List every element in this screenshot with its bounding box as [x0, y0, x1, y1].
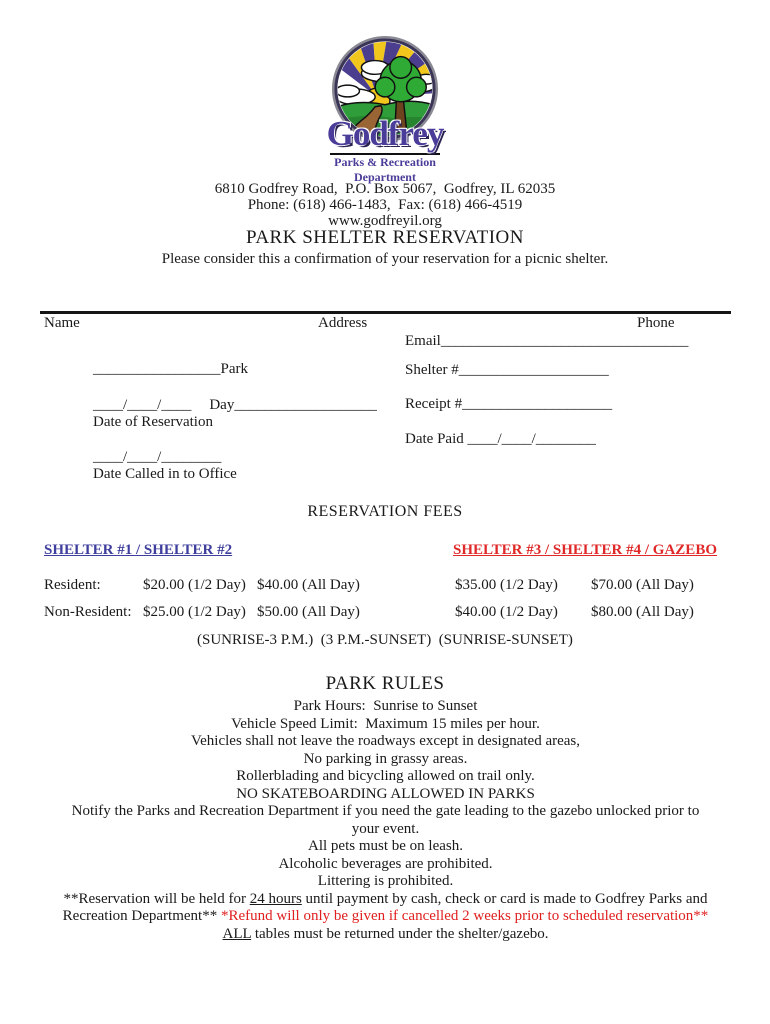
shelter-3-4-gazebo-heading: SHELTER #3 / SHELTER #4 / GAZEBO	[453, 542, 717, 558]
reservation-note-24-hours: 24 hours	[249, 890, 302, 907]
fee-resident-all-day-34: $70.00 (All Day)	[591, 577, 694, 593]
fee-nonresident-half-day-12: $25.00 (1/2 Day)	[143, 604, 246, 620]
rule-no-skateboarding: NO SKATEBOARDING ALLOWED IN PARKS	[236, 785, 535, 802]
rule-roadways: Vehicles shall not leave the roadways except in designated areas,	[190, 733, 581, 749]
shelter-number-field[interactable]	[405, 362, 609, 379]
logo-wordmark: Godfrey	[326, 114, 444, 153]
park-rules-title: PARK RULES	[325, 673, 445, 694]
org-phone-fax: Phone: (618) 466-1483, Fax: (618) 466-4519	[247, 197, 523, 213]
date-paid-blank[interactable]: ____/____/________	[467, 431, 596, 447]
fees-section-title: RESERVATION FEES	[307, 503, 463, 520]
fee-nonresident-half-day-34: $40.00 (1/2 Day)	[455, 604, 558, 620]
shelter-1-2-heading: SHELTER #1 / SHELTER #2	[44, 542, 233, 558]
rule-no-parking-grass: No parking in grassy areas.	[303, 750, 468, 767]
receipt-number-label: Receipt #	[405, 396, 463, 412]
day-label: Day	[209, 397, 235, 413]
reservation-hold-note-line2	[40, 908, 731, 926]
rule-park-hours: Park Hours: Sunrise to Sunset	[293, 698, 478, 714]
rule-gazebo-gate-line1: Notify the Parks and Recreation Department if you need the gate leading to the gazebo unlocked prior to	[71, 803, 700, 819]
reservation-date-day-field[interactable]	[93, 397, 377, 414]
logo-subtitle-parks-recreation: Parks & Recreation	[330, 153, 440, 168]
rule-no-littering: Littering is prohibited.	[317, 873, 454, 889]
shelter-blank-line[interactable]: ____________________	[458, 362, 609, 378]
refund-policy-red-text: *Refund will only be given if cancelled 2 weeks prior to scheduled reservation**	[220, 908, 709, 924]
email-blank-line[interactable]: _________________________________	[440, 333, 689, 349]
date-called-field[interactable]	[93, 449, 221, 466]
reservation-note-post: until payment by cash, check or card is made to Godfrey Parks and	[301, 890, 708, 907]
date-of-reservation-label: Date of Reservation	[93, 414, 213, 430]
date-paid-label: Date Paid	[405, 431, 468, 447]
phone-label: Phone	[637, 315, 675, 331]
shelter-number-label: Shelter #	[405, 362, 459, 378]
name-label: Name	[44, 315, 80, 331]
tables-note-all-underlined: ALL	[222, 925, 252, 942]
reservation-note-department: Recreation Department**	[62, 908, 221, 924]
tables-note-rest: tables must be returned under the shelter/gazebo.	[251, 925, 549, 942]
fee-row-resident-label: Resident:	[44, 577, 101, 593]
fee-row-nonresident-label: Non-Resident:	[44, 604, 132, 620]
rule-speed-limit: Vehicle Speed Limit: Maximum 15 miles per hour.	[231, 715, 540, 732]
email-field[interactable]	[405, 333, 688, 350]
date-called-label: Date Called in to Office	[93, 466, 237, 482]
logo-subtitle-department: Department	[354, 170, 416, 184]
reservation-note-pre: **Reservation will be held for	[63, 890, 250, 907]
rule-gazebo-gate-line2: your event.	[351, 820, 420, 837]
fee-nonresident-all-day-34: $80.00 (All Day)	[591, 604, 694, 620]
date-called-blank[interactable]: ____/____/________	[93, 449, 222, 465]
park-field[interactable]	[93, 361, 248, 378]
org-website: www.godfreyil.org	[328, 213, 442, 229]
document-title: PARK SHELTER RESERVATION	[246, 227, 524, 248]
rule-pets-leash: All pets must be on leash.	[308, 838, 463, 854]
rule-rollerblading: Rollerblading and bicycling allowed on trail only.	[236, 768, 535, 784]
email-label: Email	[405, 333, 441, 349]
park-rules-list	[40, 698, 731, 943]
reservation-hold-note-line1	[40, 891, 731, 909]
fee-resident-all-day-12: $40.00 (All Day)	[257, 577, 360, 593]
tables-return-note	[40, 926, 731, 944]
fee-nonresident-all-day-12: $50.00 (All Day)	[257, 604, 360, 620]
reservation-date-blank[interactable]: ____/____/____	[93, 397, 192, 413]
godfrey-logo	[0, 36, 770, 183]
form-top-divider	[40, 311, 731, 314]
org-address: 6810 Godfrey Road, P.O. Box 5067, Godfrey, IL 62035	[214, 181, 556, 197]
fee-resident-half-day-12: $20.00 (1/2 Day)	[143, 577, 246, 593]
receipt-blank-line[interactable]: ____________________	[462, 396, 613, 412]
fee-resident-half-day-34: $35.00 (1/2 Day)	[455, 577, 558, 593]
receipt-number-field[interactable]	[405, 396, 612, 413]
document-subtitle: Please consider this a confirmation of your reservation for a picnic shelter.	[161, 251, 609, 267]
fee-time-ranges: (SUNRISE-3 P.M.) (3 P.M.-SUNSET) (SUNRISE-SUNSET)	[197, 632, 573, 648]
date-paid-field[interactable]	[405, 431, 596, 448]
park-label: Park	[220, 361, 248, 377]
day-blank-line[interactable]: ___________________	[234, 397, 377, 413]
address-label: Address	[318, 315, 368, 331]
park-blank-line[interactable]: _________________	[93, 361, 221, 377]
rule-no-alcohol: Alcoholic beverages are prohibited.	[278, 855, 493, 872]
